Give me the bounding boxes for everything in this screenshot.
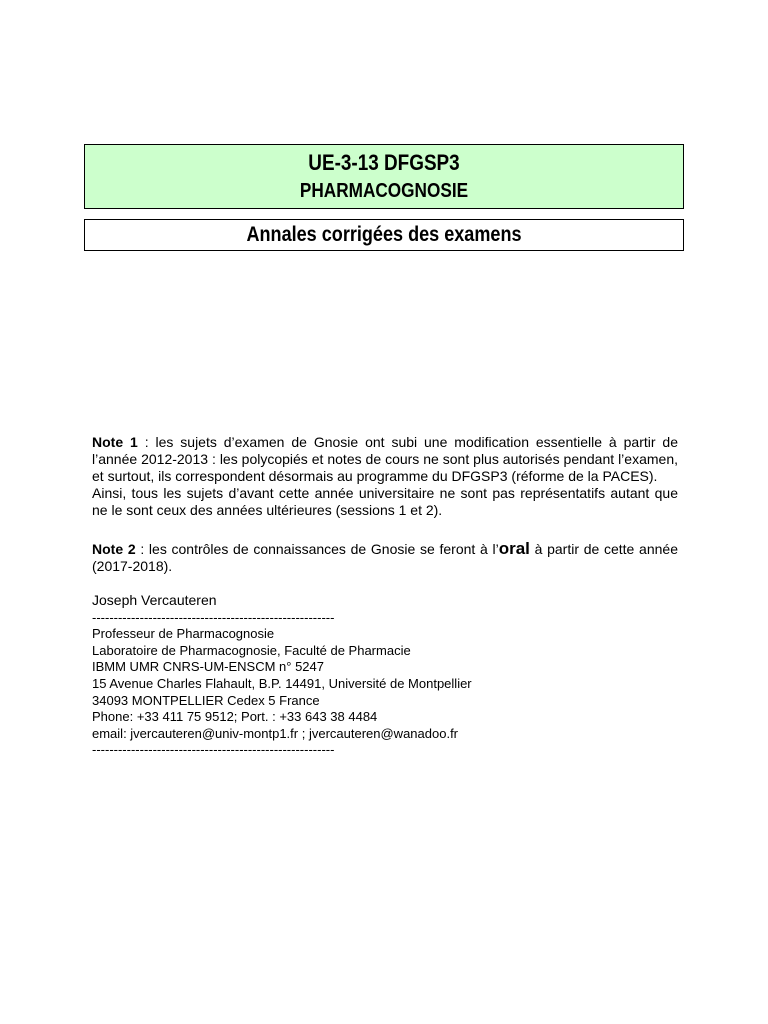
course-name-title: PHARMACOGNOSIE [299,180,469,202]
author-title: Professeur de Pharmacognosie [92,626,275,642]
note-1-text: : les sujets d’examen de Gnosie ont subi une modification essentielle à partir de l’année 2012-2013 : les polycopiés et notes de cours ne sont plus autorisés pendant l’examen, et surtout, ils correspondent désormais au programme du DFGSP3 (réforme de la PACES). [92,434,678,484]
title-box [84,144,684,209]
note-2 [92,540,678,575]
subtitle-box [84,219,684,251]
city-address: 34093 MONTPELLIER Cedex 5 France [92,692,320,708]
note-1-paragraph [92,434,678,485]
contact-block [92,592,678,759]
phone-numbers: Phone: +33 411 75 9512; Port. : +33 643 38 4484 [92,709,378,725]
note-2-text-after: à partir de cette année (2017-2018). [92,541,678,574]
note-1-paragraph-2: Ainsi, tous les sujets d’avant cette année universitaire ne sont pas représentatifs autant que ne le sont ceux des années ultérieures (sessions 1 et 2). [92,485,678,518]
street-address: 15 Avenue Charles Flahault, B.P. 14491, Université de Montpellier [92,675,472,691]
separator-top: -------------------------------------------------------- [92,609,335,625]
document-subtitle: Annales corrigées des examens [246,223,522,246]
note-2-text-before: : les contrôles de connaissances de Gnosie se feront à l’ [135,541,499,557]
note-2-label: Note 2 [92,541,136,557]
laboratory: Laboratoire de Pharmacognosie, Faculté de Pharmacie [92,642,411,658]
note-2-oral: oral [498,539,530,558]
research-unit: IBMM UMR CNRS-UM-ENSCM n° 5247 [92,659,325,675]
note-1-label: Note 1 [92,434,138,450]
email-addresses: email: jvercauteren@univ-montp1.fr ; jvercauteren@wanadoo.fr [92,725,459,741]
author-name: Joseph Vercauteren [92,592,217,608]
course-code-title: UE-3-13 DFGSP3 [308,150,460,175]
separator-bottom: -------------------------------------------------------- [92,742,335,758]
note-1 [92,434,678,519]
